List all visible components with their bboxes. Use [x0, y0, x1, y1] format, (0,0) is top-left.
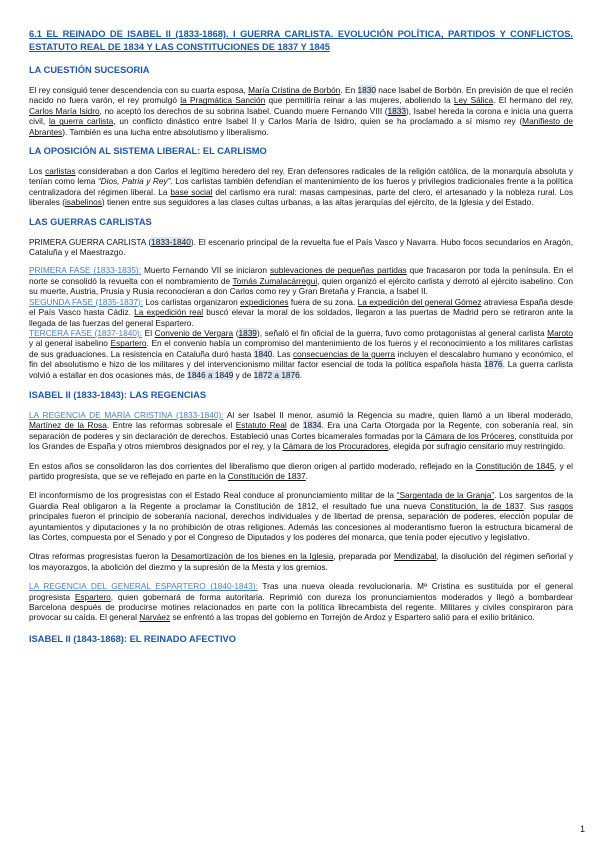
term-expediciones: expediciones: [240, 296, 289, 307]
paragraph-regencia-espartero: LA REGENCIA DEL GENERAL ESPARTERO (1840-1843): Tras una nueva oleada revolucionaria. Mª Cristina es sustituida por el general progresista Espartero, quien gobernará de forma autoritaria. Reprimió con dureza los pronunciamientos moderados y llegó a bombardear Barcelona después de producirse motines relacionados en parte con la política librecambista del regente. Militares y civiles conspiraron para provocar su caída. El general Narváez se enfrentó a las tropas del gobierno en Torrejón de Ardoz y Espartero salió para el exilio británico.: [29, 581, 573, 623]
term-base-social: base social: [170, 186, 213, 197]
term-estatuto-real: Estatuto Real: [235, 420, 287, 431]
term-espartero-b: Espartero: [74, 591, 111, 602]
date-1833-1840: 1833-1840: [151, 236, 191, 247]
term-guerra-carlista: la guerra carlista: [48, 116, 114, 127]
term-constitucion-1845: Constitución de 1845: [475, 460, 555, 471]
term-sargentada-granja: “Sargentada de la Granja”: [396, 490, 495, 501]
term-isabelinos: isabelinos: [64, 197, 102, 208]
heading-reinado-afectivo: ISABEL II (1843-1868): EL REINADO AFECTIVO: [29, 633, 236, 644]
term-lema: “Dios, Patria y Rey”: [97, 176, 171, 187]
term-ley-salica: Ley Sálica: [453, 95, 494, 106]
heading-cuestion-sucesoria: LA CUESTIÓN SUCESORIA: [29, 65, 150, 75]
paragraph-reformas-progresistas: Otras reformas progresistas fueron la Desamortización de los bienes en la Iglesia, preparada por Mendizabal, la disolución del régimen señorial y los mayorazgos, la abolición del diezmo y la supresión de la Mesta y los gremios.: [29, 551, 574, 572]
date-1872-1876: 1872 a 1876: [253, 369, 300, 380]
term-sublevaciones: sublevaciones de pequeñas partidas: [269, 265, 407, 276]
term-primera-fase: PRIMERA FASE (1833-1835):: [29, 265, 142, 276]
term-expedicion-gomez: La expedición del general Gómez: [357, 296, 482, 307]
term-desamortizacion: Desamortización de los bienes en la Iglesia: [171, 551, 334, 562]
term-mendizabal: Mendizabal: [393, 551, 437, 562]
term-constitucion-1837-b: Constitución, la de 1837: [430, 500, 524, 511]
term-constitucion-1837: Constitución de 1837: [227, 470, 306, 481]
term-rasgos: rasgos: [548, 500, 573, 511]
term-manifiesto-abrantes: Manifiesto de Abrantes: [29, 116, 573, 137]
date-1876: 1876: [484, 359, 503, 370]
heading-regencias: ISABEL II (1833-1843): LAS REGENCIAS: [29, 389, 207, 400]
date-1846-1849: 1846 a 1849: [187, 369, 234, 380]
term-consecuencias-guerra: consecuencias de la guerra: [293, 348, 396, 359]
term-carlistas: carlistas: [45, 166, 76, 177]
heading-guerras-carlistas: LAS GUERRAS CARLISTAS: [29, 216, 152, 227]
paragraph-sargentada: El inconformismo de los progresistas con el Estado Real conduce al pronunciamiento militar de la “Sargentada de la Granja”. Los sargentos de la Guardia Real obligaron a la Regente a proclamar la Constitución de 1812, el resultado fue una nueva Constitución, la de 1837. Sus rasgos principales fueron el principio de soberanía nacional, derechos individuales y de libertad de prensa, separación de poderes, elección popular de ayuntamientos y diputaciones y la no prohibición de otras religiones. Además las concesiones al moderantismo fueron la estructura bicameral de las Cortes, compuesta por el Senado y por el Congreso de Diputados y los poderes del monarca, que tenía poder ejecutivo y legislativo.: [29, 490, 574, 542]
paragraph-primera-guerra: PRIMERA GUERRA CARLISTA (1833-1840). El escenario principal de la revuelta fue el País Vasco y Navarra. Hubo focos secundarios en Aragón, Cataluña y el Maestrazgo.: [29, 236, 573, 258]
term-narvaez: Narváez: [139, 612, 171, 623]
heading-oposicion-carlismo: LA OPOSICIÓN AL SISTEMA LIBERAL: EL CARLISMO: [29, 146, 267, 157]
term-martinez-rosa: Martínez de la Rosa: [29, 420, 107, 431]
term-espartero: Espartero: [110, 338, 147, 349]
date-1830: 1830: [357, 85, 376, 95]
paragraph-fases-guerra: PRIMERA FASE (1833-1835): Muerto Fernando VII se iniciaron sublevaciones de pequeñas partidas que fracasaron por toda la península. En el norte se consolidó la revuelta con el nombramiento de Tomás Zumalacárregui, quien organizó el ejército carlista y derrotó al ejército isabelino. Con su muerte, Austria, Prusia y Rusia reconocieran a don Carlos como rey y Gran Bretaña y Francia, a Isabel II. SEGUNDA FASE (1835-1837): Los carlistas organizaron expediciones fuera de su zona. La expedición del general Gómez atraviesa España desde el País Vasco hasta Cádiz. La expedición real buscó elevar la moral de los soldados, llegaron a las puertas de Madrid pero se retiraron ante la llegada de las fuerzas del general Espartero. TERCERA FASE (1837-1840): El Convenio de Vergara (1839), señaló el fin oficial de la guerra, fuvo como protagonistas al general carlista Maroto y al general isabelino Espartero. En el convenio había un compromiso del mantenimiento de los fueros y el reconocimiento a los militares carlistas de sus graduaciones. La resistencia en Cataluña duró hasta 1840. Las consecuencias de la guerra incluyen el descalabro humano y económico, el fin del absolutismo e hizo de los militares y del intervencionismo militar factor esencial de toda la política española hasta 1876. La guerra carlista volvió a estallar en dos ocasiones más, de 1846 a 1849 y de 1872 a 1876.: [29, 265, 574, 380]
document-title: 6.1 EL REINADO DE ISABEL II (1833-1868). I GUERRA CARLISTA. EVOLUCIÓN POLÍTICA, PARTIDOS Y CONFLICTOS. ESTATUTO REAL DE 1834 Y LAS CONSTITUCIONES DE 1837 Y 1845: [29, 29, 573, 52]
term-maroto: Maroto: [547, 327, 573, 338]
term-segunda-fase: SEGUNDA FASE (1835-1837):: [29, 296, 144, 307]
paragraph-cuestion-sucesoria: El rey consiguió tener descendencia con su cuarta esposa, María Cristina de Borbón. En 1830 nace Isabel de Borbón. En previsión de que el recién nacido no fuera varón, el rey promulgó la Pragmática Sanción que permitiría reinar a las mujeres, aboliendo la Ley Sálica. El hermano del rey, Carlos María Isidro, no aceptó los derechos de su sobrina Isabel. Cuando muere Fernando VIII (1833), Isabel hereda la corona e inicia una guerra civil, la guerra carlista, un conflicto dinástico entre Isabel II y Carlos María de Isidro, quien se ha proclamado a sí mismo rey (Manifiesto de Abrantes). También es una lucha entre absolutismo y liberalismo.: [29, 85, 574, 137]
term-regencia-espartero: LA REGENCIA DEL GENERAL ESPARTERO (1840-1843):: [29, 581, 258, 592]
document-page: [29, 28, 573, 645]
paragraph-carlismo: Los carlistas consideraban a don Carlos el legítimo heredero del rey. Eran defensores radicales de la religión católica, de la monarquía absoluta y tenían como lema “Dios, Patria y Rey”. Los carlistas también defendían el mantenimiento de los fueros y privilegios tradicionales frente a la política centralizadora del régimen liberal. La base social del carlismo era rural: masas campesinas, parte del clero, el artesanado y la nobleza rural. Los liberales (isabelinos) tienen entre sus seguidores a las clases cultas urbanas, a las altas jerarquías del ejército, de la Iglesia y del Estado.: [29, 166, 573, 208]
paragraph-corrientes-liberalismo: En estos años se consolidaron las dos corrientes del liberalismo que dieron origen al partido moderado, reflejado en la Constitución de 1845, y el partido progresista, que se ve reflejado en parte en la Constitución de 1837.: [29, 460, 573, 481]
term-convenio-vergara: Convenio de Vergara: [154, 327, 234, 338]
term-regencia-maria-cristina: LA REGENCIA DE MARÍA CRISTINA (1833-1840):: [29, 409, 224, 420]
term-zumalacarregui: Tomás Zumalacárregui: [232, 275, 318, 286]
term-carlos-maria-isidro: Carlos María Isidro: [29, 105, 100, 116]
date-1840: 1840: [253, 348, 273, 359]
date-1834: 1834: [302, 420, 322, 431]
term-tercera-fase: TERCERA FASE (1837-1840):: [29, 327, 143, 338]
term-camara-procuradores: Cámara de los Procuradores: [282, 441, 389, 452]
paragraph-regencia-maria-cristina: LA REGENCIA DE MARÍA CRISTINA (1833-1840): Al ser Isabel II menor, asumió la Regencia su madre, quien llamó a un liberal moderado, Martínez de la Rosa. Entre las reformas sobresale el Estatuto Real de 1834. Era una Carta Otorgada por la Regente, con soberanía real, sin separación de poderes y sin declaración de derechos. Estableció unas Cortes bicamerales formadas por la Cámara de los Próceres, constituida por los Grandes de España y otros miembros designados por el rey, y la Cámara de los Procuradores, elegida por sufragio censitario muy restringido.: [29, 409, 574, 452]
page-number: 1: [579, 824, 585, 834]
date-1839: 1839: [238, 327, 257, 338]
term-pragmatica-sancion: la Pragmática Sanción: [180, 95, 266, 106]
term-camara-proceres: Cámara de los Próceres: [424, 430, 515, 441]
date-1833: 1833: [387, 105, 407, 116]
term-maria-cristina: María Cristina de Borbón: [248, 85, 341, 95]
term-expedicion-real: La expedición real: [134, 307, 204, 318]
